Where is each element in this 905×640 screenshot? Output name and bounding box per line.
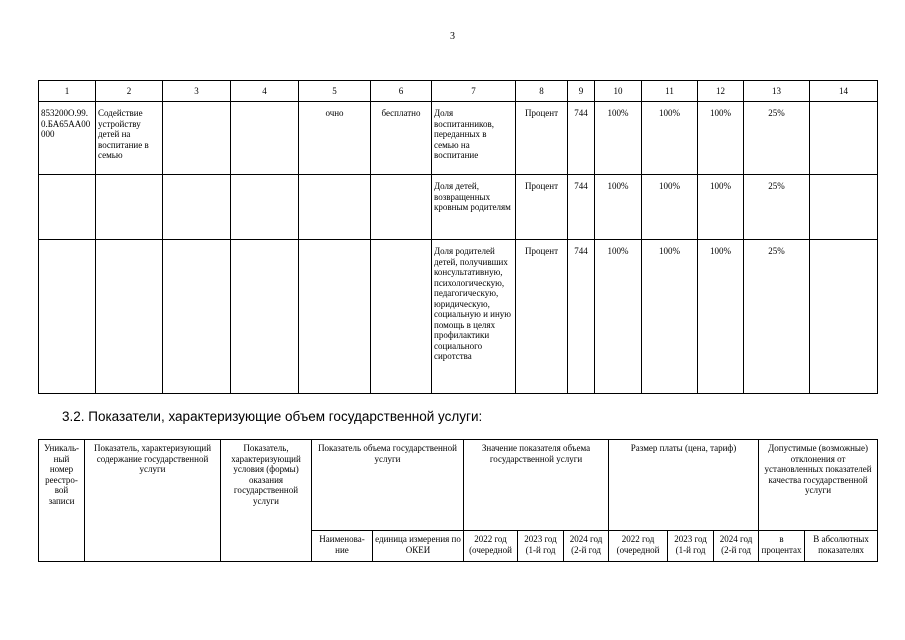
deviation-cell: 25% xyxy=(744,240,810,394)
form-cell: очно xyxy=(299,102,371,175)
unit-cell: Процент xyxy=(516,240,568,394)
percent-subheader: в процентах xyxy=(759,531,805,562)
conditions-indicator-header: Показатель, характеризующий условия (формы) оказания государственной услуги xyxy=(221,440,312,562)
column-header: 14 xyxy=(810,81,878,102)
quality-indicators-table xyxy=(38,80,878,394)
table-header-row xyxy=(39,81,878,102)
fee-2023-subheader: 2023 год (1-й год xyxy=(668,531,714,562)
table-cell xyxy=(231,102,299,175)
value-cell: 100% xyxy=(642,240,698,394)
value-cell: 100% xyxy=(698,175,744,240)
okei-code-cell: 744 xyxy=(568,102,595,175)
year-2024-subheader: 2024 год (2-й год xyxy=(564,531,609,562)
column-header: 6 xyxy=(371,81,432,102)
fee-2024-subheader: 2024 год (2-й год xyxy=(714,531,759,562)
table-cell xyxy=(163,240,231,394)
unique-number-header: Уникаль-ный номер реестро-вой записи xyxy=(39,440,85,562)
okei-code-cell: 744 xyxy=(568,240,595,394)
column-header: 8 xyxy=(516,81,568,102)
table-cell xyxy=(231,240,299,394)
column-header: 10 xyxy=(595,81,642,102)
unit-cell: Процент xyxy=(516,102,568,175)
deviation-cell: 25% xyxy=(744,175,810,240)
column-header: 5 xyxy=(299,81,371,102)
table-cell xyxy=(96,175,163,240)
absolute-subheader: В абсолютных показателях xyxy=(805,531,878,562)
table-cell xyxy=(299,240,371,394)
indicator-name-cell: Доля родителей детей, получивших консультативную, психологическую, педагогическую, юридическую, социальную и иную помощь в целях профилактики социального сиротства xyxy=(432,240,516,394)
value-cell: 100% xyxy=(642,102,698,175)
value-cell: 100% xyxy=(642,175,698,240)
table-cell xyxy=(163,175,231,240)
column-header: 13 xyxy=(744,81,810,102)
unit-subheader: единица измерения по ОКЕИ xyxy=(373,531,464,562)
table-cell xyxy=(371,175,432,240)
page-number: 3 xyxy=(450,31,455,42)
column-header: 12 xyxy=(698,81,744,102)
table-header-row xyxy=(39,440,878,531)
value-cell: 100% xyxy=(698,240,744,394)
unit-cell: Процент xyxy=(516,175,568,240)
value-cell: 100% xyxy=(595,102,642,175)
indicator-name-cell: Доля детей, возвращенных кровным родителям xyxy=(432,175,516,240)
section-title: 3.2. Показатели, характеризующие объем государственной услуги: xyxy=(62,409,483,424)
table-row xyxy=(39,175,878,240)
table-row xyxy=(39,102,878,175)
column-header: 1 xyxy=(39,81,96,102)
column-header: 3 xyxy=(163,81,231,102)
name-subheader: Наименова-ние xyxy=(312,531,373,562)
table-row xyxy=(39,240,878,394)
value-cell: 100% xyxy=(595,175,642,240)
column-header: 7 xyxy=(432,81,516,102)
table-cell xyxy=(163,102,231,175)
indicator-name-cell: Доля воспитанников, переданных в семью на воспитание xyxy=(432,102,516,175)
value-cell: 100% xyxy=(595,240,642,394)
payment-cell: бесплатно xyxy=(371,102,432,175)
deviations-header: Допустимые (возможные) отклонения от установленных показателей качества государственной услуги xyxy=(759,440,878,531)
table-cell xyxy=(39,240,96,394)
year-2022-subheader: 2022 год (очередной xyxy=(464,531,518,562)
table-cell xyxy=(371,240,432,394)
table-cell xyxy=(810,102,878,175)
volume-value-header: Значение показателя объема государственной услуги xyxy=(464,440,609,531)
table-cell xyxy=(810,175,878,240)
year-2023-subheader: 2023 год (1-й год xyxy=(518,531,564,562)
table-cell xyxy=(231,175,299,240)
table-cell xyxy=(96,240,163,394)
deviation-cell: 25% xyxy=(744,102,810,175)
fee-2022-subheader: 2022 год (очередной xyxy=(609,531,668,562)
registry-number-cell: 853200О.99.0.БА65АА00000 xyxy=(39,102,96,175)
service-content-cell: Содействие устройству детей на воспитание в семью xyxy=(96,102,163,175)
volume-indicators-table xyxy=(38,439,878,562)
content-indicator-header: Показатель, характеризующий содержание государственной услуги xyxy=(85,440,221,562)
value-cell: 100% xyxy=(698,102,744,175)
column-header: 2 xyxy=(96,81,163,102)
table-cell xyxy=(810,240,878,394)
column-header: 9 xyxy=(568,81,595,102)
column-header: 4 xyxy=(231,81,299,102)
okei-code-cell: 744 xyxy=(568,175,595,240)
fee-header: Размер платы (цена, тариф) xyxy=(609,440,759,531)
volume-indicator-header: Показатель объема государственной услуги xyxy=(312,440,464,531)
table-cell xyxy=(39,175,96,240)
column-header: 11 xyxy=(642,81,698,102)
table-cell xyxy=(299,175,371,240)
